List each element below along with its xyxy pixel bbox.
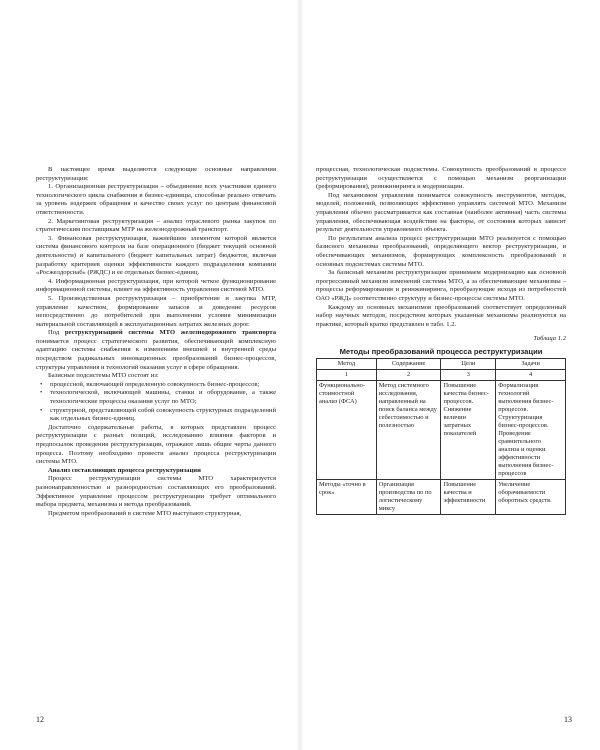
table-header-cell: Содержание <box>376 359 441 370</box>
left-paragraph: Процесс реструктуризации системы МТО характеризуется разнонаправленностью и разнородностью составляющих его преобразований. Эффективное управление процессом реструктуризации требует оптимального выбора предмета, механизма и метода преобразований. <box>36 475 276 509</box>
table-title: Методы преобразований процесса реструктуризации <box>339 346 543 356</box>
subsystems-list <box>36 381 276 424</box>
table-cell: Методы «точно в срок» <box>317 480 377 515</box>
right-page <box>300 0 600 750</box>
left-paragraph: В настоящее время выделяются следующие основные направления реструктуризации: <box>36 166 276 182</box>
table-column-number: 3 <box>441 370 496 381</box>
right-paragraph: Каждому из основных механизмов преобразований соответствует определенный набор научных методов, посредством которых указанные механизмы реализуются на практике, который кратко представлен в табл. 1.2. <box>316 303 566 328</box>
table-header-cell: Задачи <box>496 359 566 370</box>
left-paragraph: 5. Производственная реструктуризация – приобретение и закупка МТР, управление качеством, формирование запасов и доведение ресурсов непосредственно до потребителей при выполнении условия минимизации материальной составляющей в эксплуатационных затратах железных дорог. <box>36 294 276 328</box>
table-header-cell: Цели <box>441 359 496 370</box>
table-column-number: 1 <box>317 370 377 381</box>
definition-term: реструктуризацией системы МТО железнодорожного транспорта <box>64 329 276 337</box>
table-column-number: 4 <box>496 370 566 381</box>
table-cell: Увеличение оборачиваемости оборотных средств. <box>496 480 566 515</box>
section-subheading: Анализ составляющих процесса реструктуризации <box>48 466 201 474</box>
definition-paragraph <box>36 329 276 372</box>
table-row <box>317 381 566 480</box>
table-cell: Функционально-стоимостной анализ (ФСА) <box>317 381 377 480</box>
table-cell: Метод системного исследования, направленный на поиск баланса между себестоимостью и полезностью <box>376 381 441 480</box>
left-paragraph: 1. Организационная реструктуризация – объединение всех участников единого технологического цикла снабжения в бизнес-единицы, способные реально отвечать за уровень издержек обращения и качество своих услуг по центрам финансовой ответственности. <box>36 183 276 216</box>
table-header-row <box>317 359 566 370</box>
left-paragraph: Достаточно содержательные работы, в которых представлен процесс реструктуризации с разных позиций, исследованию влияния факторов и предпосылок проведения реструктуризации, отражают лишь общие черты данного процесса. Поэтому необходимо провести анализ процесса реструктуризации системы МТО. <box>36 423 276 466</box>
definition-rest: понимается процесс стратегического развития, обеспечивающий комплексную адаптацию системы снабжения к изменениям внешней и внутренней среды посредством радикальных инновационных преобразований бизнес-процессов, структуры управления и технологий оказания услуг в сфере обращения. <box>36 337 276 371</box>
table-column-number: 2 <box>376 370 441 381</box>
left-paragraph: Предметом преобразований в системе МТО выступают структурная, <box>48 509 242 517</box>
right-paragraph: За базисный механизм реструктуризации принимаем модернизацию как основной прогрессивный механизм изменений системы МТО, а за обеспечивающие механизмы – процессы реформирования и реинжиниринга, преобразующие исходя из потребностей ОАО «РЖД» соответственно структуру и бизнес-процессы системы МТО. <box>316 269 566 302</box>
list-item: • технологической, включающей машины, станки и оборудование, а также технологические процессы оказания услуг по МТО; <box>50 389 276 406</box>
table-cell: Повышение качества бизнес-процессов. Снижение величин затратных показателей <box>441 381 496 480</box>
page-number-left: 12 <box>36 715 44 724</box>
left-paragraph: 3. Финансовая реструктуризация, важнейшим элементом которой является система финансового контроля на базе операционного (бюджет текущей основной деятельности) и капитального (бюджет капитальных затрат) бюджетов, включая разработку критериев оценки эффективности каждого подразделения компании «Росжелдорснаб» (РЖДС) и ее отдельных бизнес-единиц. <box>36 234 276 277</box>
definition-lead: Под <box>48 329 65 337</box>
table-label: Таблица 1.2 <box>533 335 566 343</box>
list-item: • структурной, представляющей собой совокупность структурных подразделений как отдельных бизнес-единиц. <box>50 407 276 424</box>
table-row <box>317 480 566 515</box>
right-paragraph: Под механизмом управления понимается совокупность инструментов, методик, моделей, положений, позволяющих эффективно управлять системой МТО. Механизм управления обычно рассматривается как составная (наиболее активная) часть системы управления, обеспечивающая воздействие на факторы, от состояния которых зависит результат деятельности управляемого объекта. <box>316 191 566 234</box>
table-cell: Организация производства по по логистическому миксу <box>376 480 441 515</box>
right-text-column <box>316 166 566 515</box>
table-cell: Повышение качества и эффективности <box>441 480 496 515</box>
left-paragraph: 2. Маркетинговая реструктуризация – анализ отраслевого рынка закупок по стратегическим поставщикам МТР на железнодорожный транспорт. <box>36 217 276 234</box>
right-paragraph: процессная, технологическая подсистемы. Совокупность преобразований в процессе реструктуризации осуществляется с помощью механизм реорганизации (реформирования), реинжиниринга и модернизации. <box>316 166 566 191</box>
page-number-right: 13 <box>564 715 572 724</box>
methods-table <box>316 358 566 515</box>
list-item: • процессной, включающей определенную совокупность бизнес-процессов; <box>50 381 276 390</box>
table-number-row <box>317 370 566 381</box>
right-paragraph: По результатам анализа процесс реструктуризации МТО реализуется с помощью базисного механизма преобразований, определяющего вектор реструктуризации, и обеспечивающих механизмов, формирующих комплексность преобразований в основных подсистемах системы МТО. <box>316 234 566 268</box>
subsystems-intro: Базисные подсистемы МТО состоят из: <box>48 372 159 380</box>
left-text-column <box>36 166 276 518</box>
table-cell: Формализация технологий выполнения бизнес-процессов. Структуризация бизнес-процессов. Проведение сравнительного анализа и оценки эффективности выполнения бизнес-процессов <box>496 381 566 480</box>
table-header-cell: Метод <box>317 359 377 370</box>
left-paragraph: 4. Информационная реструктуризация, при которой четкое функционирование информационной системы, влияет на эффективность управления системой МТО. <box>36 277 276 294</box>
